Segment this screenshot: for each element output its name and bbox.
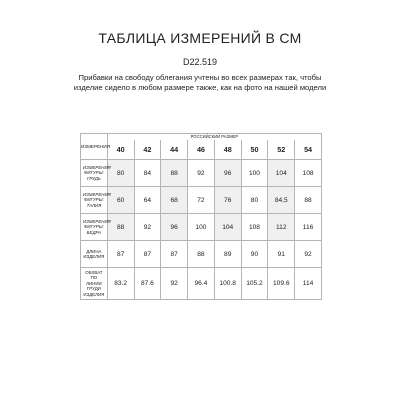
model-code: D22.519 bbox=[182, 57, 218, 67]
size-table bbox=[80, 133, 322, 300]
table-cell: 105.2 bbox=[241, 268, 268, 300]
size-header-cell: 44 bbox=[161, 140, 188, 160]
table-cell: 80 bbox=[241, 187, 268, 214]
table-cell: 68 bbox=[161, 187, 188, 214]
table-cell: 76 bbox=[214, 187, 241, 214]
table-row-waist bbox=[81, 187, 322, 214]
table-cell: 92 bbox=[295, 241, 322, 268]
table-cell: 87 bbox=[134, 241, 161, 268]
fit-note: Прибавки на свободу облегания учтены во всех размерах так, чтобы изделие сидело в любом размере также, как на фото на нашей модели bbox=[73, 73, 327, 92]
table-cell: 104 bbox=[268, 160, 295, 187]
table-cell: 108 bbox=[295, 160, 322, 187]
table-cell: 88 bbox=[295, 187, 322, 214]
table-row-hips bbox=[81, 214, 322, 241]
table-cell: 87 bbox=[107, 241, 134, 268]
table-cell: 96 bbox=[161, 214, 188, 241]
table-cell: 92 bbox=[188, 160, 215, 187]
row-label: ИЗМЕРЕНИЯ ФИГУРЫ: ГРУДЬ bbox=[81, 160, 108, 187]
row-label: ДЛИНА ИЗДЕЛИЯ bbox=[81, 241, 108, 268]
measurements-header-cell bbox=[81, 134, 111, 160]
row-label: ИЗМЕРЕНИЯ ФИГУРЫ: БЕДРА bbox=[81, 214, 108, 241]
table-cell: 88 bbox=[107, 214, 134, 241]
table-cell: 100 bbox=[188, 214, 215, 241]
page-title: ТАБЛИЦА ИЗМЕРЕНИЙ В СМ bbox=[98, 30, 302, 46]
table-cell: 100 bbox=[241, 160, 268, 187]
table-cell: 116 bbox=[295, 214, 322, 241]
table-cell: 92 bbox=[134, 214, 161, 241]
size-header-cell: 50 bbox=[241, 140, 268, 160]
size-header-cell: 52 bbox=[268, 140, 295, 160]
table-cell: 109.6 bbox=[268, 268, 295, 300]
table-cell: 64 bbox=[134, 187, 161, 214]
table-cell: 91 bbox=[268, 241, 295, 268]
table-cell: 72 bbox=[188, 187, 215, 214]
size-header-cell: 40 bbox=[107, 140, 134, 160]
table-cell: 96.4 bbox=[188, 268, 215, 300]
table-cell: 88 bbox=[188, 241, 215, 268]
table-cell: 104 bbox=[214, 214, 241, 241]
table-cell: 88 bbox=[161, 160, 188, 187]
table-cell: 92 bbox=[161, 268, 188, 300]
table-cell: 89 bbox=[214, 241, 241, 268]
size-header-cell: 48 bbox=[214, 140, 241, 160]
table-cell: 114 bbox=[295, 268, 322, 300]
size-header-cell: 46 bbox=[188, 140, 215, 160]
table-row-length bbox=[81, 241, 322, 268]
table-cell: 100.8 bbox=[214, 268, 241, 300]
table-row-garment-chest bbox=[81, 268, 322, 300]
table-cell: 60 bbox=[107, 187, 134, 214]
size-header-cell: 42 bbox=[134, 140, 161, 160]
size-header-row bbox=[81, 140, 322, 160]
row-label: ИЗМЕРЕНИЯ ФИГУРЫ: ТАЛИЯ bbox=[81, 187, 108, 214]
measurements-header: ИЗМЕРЕНИЯ bbox=[81, 144, 111, 149]
table-cell: 80 bbox=[107, 160, 134, 187]
table-cell: 87.6 bbox=[134, 268, 161, 300]
table-cell: 112 bbox=[268, 214, 295, 241]
table-cell: 96 bbox=[214, 160, 241, 187]
table-cell: 84 bbox=[134, 160, 161, 187]
row-label: ОБХВАТ ПО ЛИНИИ ГРУДИ ИЗДЕЛИЯ bbox=[81, 268, 108, 300]
table-cell: 87 bbox=[161, 241, 188, 268]
size-caption: РОССИЙСКИЙ РАЗМЕР bbox=[107, 134, 321, 141]
table-cell: 84,5 bbox=[268, 187, 295, 214]
table-row-chest bbox=[81, 160, 322, 187]
table-cell: 108 bbox=[241, 214, 268, 241]
table-cell: 83.2 bbox=[107, 268, 134, 300]
table-cell: 90 bbox=[241, 241, 268, 268]
size-header-cell: 54 bbox=[295, 140, 322, 160]
